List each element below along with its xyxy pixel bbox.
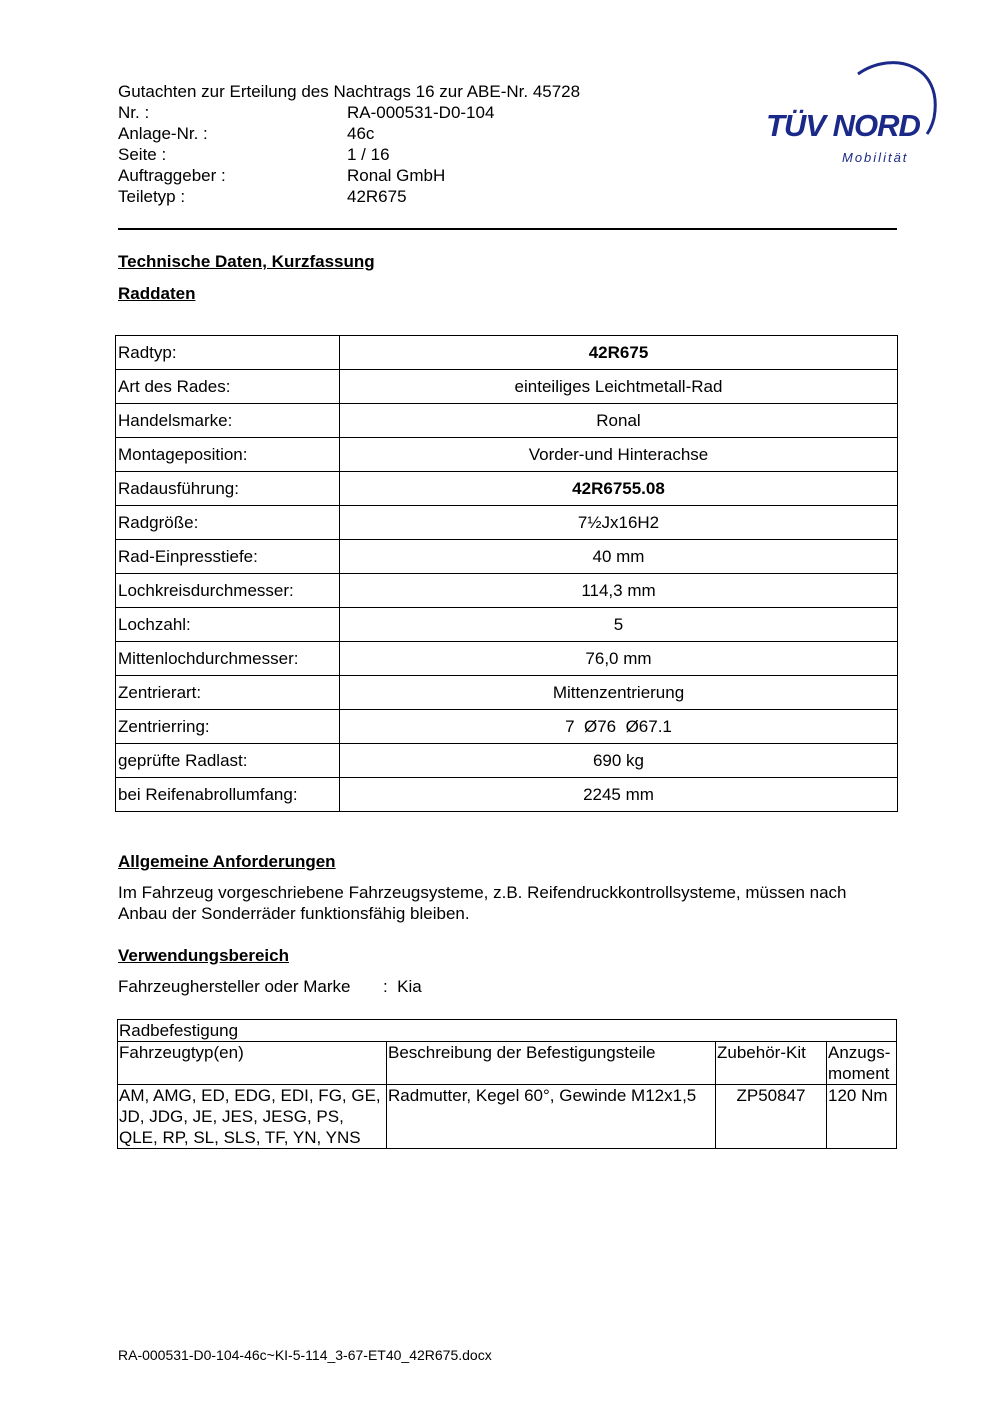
header-value: 46c [347, 124, 375, 143]
row-value: 5 [340, 608, 898, 642]
row-value: 7 Ø76 Ø67.1 [340, 710, 898, 744]
header-value: 42R675 [347, 187, 407, 206]
row-label: Zentrierring: [116, 710, 340, 744]
maker-value: : Kia [383, 977, 422, 996]
table-row [116, 540, 898, 574]
tuev-nord-logo [762, 56, 942, 171]
document-header [118, 81, 580, 207]
row-label: Mittenlochdurchmesser: [116, 642, 340, 676]
row-label: bei Reifenabrollumfang: [116, 778, 340, 812]
table-row [116, 778, 898, 812]
row-value: 7½Jx16H2 [340, 506, 898, 540]
header-value: Ronal GmbH [347, 166, 446, 185]
header-label: Anlage-Nr. : [118, 124, 208, 143]
row-label: geprüfte Radlast: [116, 744, 340, 778]
table-cell: ZP50847 [716, 1085, 827, 1149]
row-label: Radtyp: [116, 336, 340, 370]
row-label: Montageposition: [116, 438, 340, 472]
table-row [116, 642, 898, 676]
footer-filename: RA-000531-D0-104-46c~KI-5-114_3-67-ET40_42R675.docx [118, 1347, 492, 1363]
logo-arc-icon [762, 56, 942, 146]
row-label: Lochkreisdurchmesser: [116, 574, 340, 608]
row-value: Ronal [340, 404, 898, 438]
header-value: 1 / 16 [347, 145, 390, 164]
table-row [116, 744, 898, 778]
row-value: Vorder-und Hinterachse [340, 438, 898, 472]
maker-label: Fahrzeughersteller oder Marke [118, 977, 351, 996]
row-value: einteiliges Leichtmetall-Rad [340, 370, 898, 404]
table-title: Radbefestigung [118, 1020, 897, 1042]
column-header: Zubehör-Kit [716, 1042, 827, 1085]
header-row-teiletyp [118, 186, 580, 207]
table-row [116, 336, 898, 370]
table-row [116, 574, 898, 608]
column-header: Beschreibung der Befestigungsteile [387, 1042, 716, 1085]
row-value: Mittenzentrierung [340, 676, 898, 710]
header-divider [118, 228, 897, 230]
table-row [116, 710, 898, 744]
table-cell: AM, AMG, ED, EDG, EDI, FG, GE, JD, JDG, JE, JES, JESG, PS, QLE, RP, SL, SLS, TF, YN, YNS [118, 1085, 387, 1149]
section-heading-technische-daten: Technische Daten, Kurzfassung [118, 252, 375, 271]
table-title-row [118, 1020, 897, 1042]
logo-subtitle: Mobilität [842, 150, 909, 165]
row-label: Art des Rades: [116, 370, 340, 404]
header-label: Seite : [118, 145, 167, 164]
row-value: 40 mm [340, 540, 898, 574]
row-label: Zentrierart: [116, 676, 340, 710]
row-value: 42R675 [340, 336, 898, 370]
row-value: 42R6755.08 [340, 472, 898, 506]
section-heading-allgemeine-anforderungen: Allgemeine Anforderungen [118, 852, 336, 871]
table-row [118, 1085, 897, 1149]
row-value: 690 kg [340, 744, 898, 778]
table-row [116, 438, 898, 472]
row-label: Lochzahl: [116, 608, 340, 642]
section-heading-verwendungsbereich: Verwendungsbereich [118, 946, 289, 965]
table-cell: 120 Nm [827, 1085, 897, 1149]
header-label: Auftraggeber : [118, 166, 226, 185]
row-value: 76,0 mm [340, 642, 898, 676]
row-label: Radgröße: [116, 506, 340, 540]
row-label: Radausführung: [116, 472, 340, 506]
svg-text:TÜV NORD: TÜV NORD [766, 108, 920, 143]
table-row [116, 506, 898, 540]
header-row-nr [118, 102, 580, 123]
row-label: Handelsmarke: [116, 404, 340, 438]
header-label: Teiletyp : [118, 187, 186, 206]
table-row [116, 370, 898, 404]
table-row [116, 608, 898, 642]
column-header: Anzugs-moment [827, 1042, 897, 1085]
column-header: Fahrzeugtyp(en) [118, 1042, 387, 1085]
table-cell: Radmutter, Kegel 60°, Gewinde M12x1,5 [387, 1085, 716, 1149]
row-value: 2245 mm [340, 778, 898, 812]
radbefestigung-table [117, 1019, 897, 1149]
row-value: 114,3 mm [340, 574, 898, 608]
section-heading-raddaten: Raddaten [118, 284, 196, 303]
header-row-seite [118, 144, 580, 165]
table-row [116, 472, 898, 506]
fahrzeughersteller-line [118, 977, 422, 997]
document-title: Gutachten zur Erteilung des Nachtrags 16 zur ABE-Nr. 45728 [118, 82, 581, 101]
header-value: RA-000531-D0-104 [347, 103, 495, 122]
table-row [116, 404, 898, 438]
header-label: Nr. : [118, 103, 150, 122]
row-label: Rad-Einpresstiefe: [116, 540, 340, 574]
header-row-anlage [118, 123, 580, 144]
allgemeine-anforderungen-text: Im Fahrzeug vorgeschriebene Fahrzeugsysteme, z.B. Reifendruckkontrollsysteme, müssen nach Anbau der Sonderräder funktionsfähig bleiben. [118, 883, 847, 923]
table-header-row [118, 1042, 897, 1085]
table-row [116, 676, 898, 710]
header-row-auftraggeber [118, 165, 580, 186]
raddaten-table [115, 335, 898, 812]
